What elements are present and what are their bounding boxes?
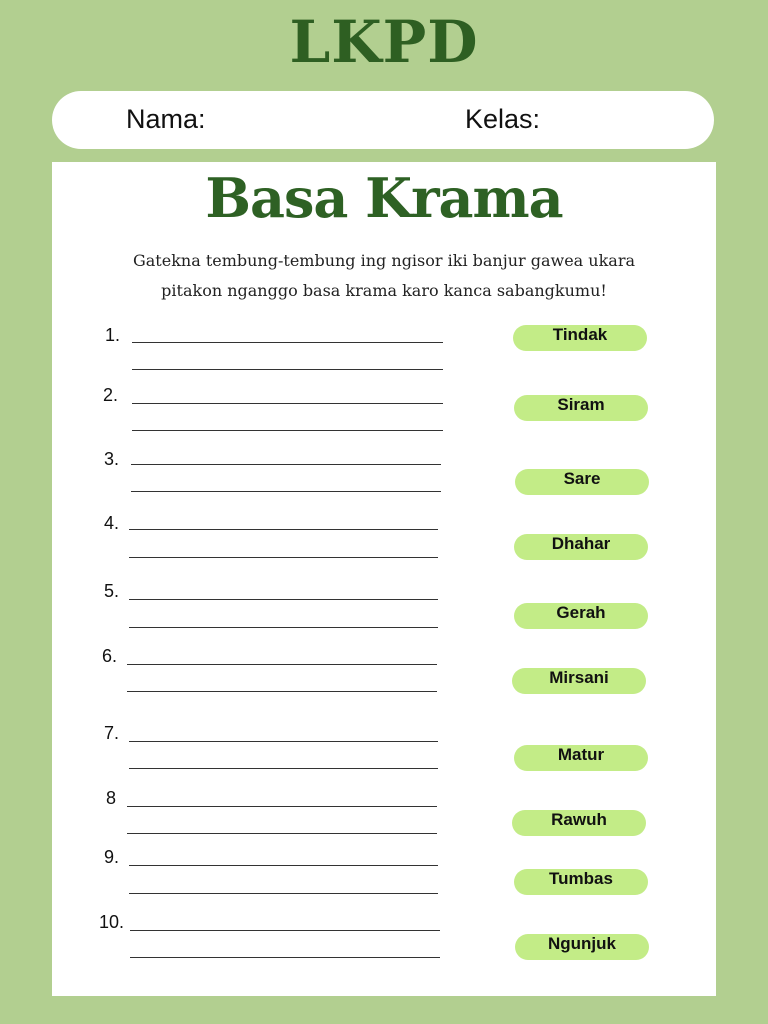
answer-line[interactable] <box>129 627 438 628</box>
answer-line[interactable] <box>129 741 438 742</box>
worksheet-title: Basa Krama <box>205 166 563 230</box>
question-number: 5. <box>104 581 120 601</box>
word-pill <box>514 869 648 895</box>
answer-line[interactable] <box>129 865 438 866</box>
word-pill <box>514 745 648 771</box>
word-pill <box>513 325 647 351</box>
question-number: 8 <box>106 788 117 808</box>
name-label: Nama: <box>126 104 206 134</box>
answer-line[interactable] <box>130 957 440 958</box>
word-pill <box>514 395 648 421</box>
word-pill <box>512 668 646 694</box>
question-number: 4. <box>104 513 120 533</box>
question-number: 3. <box>104 449 120 469</box>
answer-line[interactable] <box>127 664 437 665</box>
answer-line[interactable] <box>131 491 441 492</box>
word-label: Dhahar <box>551 534 611 553</box>
instructions <box>72 246 696 306</box>
word-pill <box>514 603 648 629</box>
question-number: 7. <box>104 723 120 743</box>
word-label: Mirsani <box>549 668 609 687</box>
answer-line[interactable] <box>129 768 438 769</box>
word-label: Sare <box>563 469 601 488</box>
question-number: 6. <box>102 646 118 666</box>
word-pill <box>515 469 649 495</box>
student-info-bar <box>52 91 714 149</box>
answer-line[interactable] <box>132 403 443 404</box>
word-label: Matur <box>557 745 605 764</box>
instruction-line: pitakon nganggo basa krama karo kanca sabangkumu! <box>161 281 607 300</box>
answer-line[interactable] <box>129 893 438 894</box>
class-label: Kelas: <box>465 104 541 134</box>
page-title: LKPD <box>289 8 479 76</box>
word-label: Ngunjuk <box>548 934 616 953</box>
answer-line[interactable] <box>129 557 438 558</box>
worksheet-card <box>52 162 716 996</box>
word-label: Rawuh <box>551 810 607 829</box>
question-number: 9. <box>104 847 120 867</box>
word-label: Siram <box>557 395 605 414</box>
answer-line[interactable] <box>129 599 438 600</box>
question-number: 1. <box>105 325 121 345</box>
word-pill <box>514 534 648 560</box>
word-pill <box>512 810 646 836</box>
word-label: Tindak <box>552 325 608 344</box>
answer-line[interactable] <box>127 691 437 692</box>
answer-line[interactable] <box>132 369 443 370</box>
answer-line[interactable] <box>127 806 437 807</box>
word-label: Gerah <box>556 603 606 622</box>
question-number: 10. <box>99 912 125 932</box>
instruction-line: Gatekna tembung-tembung ing ngisor iki banjur gawea ukara <box>132 251 636 270</box>
answer-line[interactable] <box>129 529 438 530</box>
word-label: Tumbas <box>549 869 613 888</box>
answer-line[interactable] <box>132 342 443 343</box>
answer-line[interactable] <box>127 833 437 834</box>
answer-line[interactable] <box>132 430 443 431</box>
word-pill <box>515 934 649 960</box>
question-number: 2. <box>103 385 119 405</box>
answer-line[interactable] <box>130 930 440 931</box>
answer-line[interactable] <box>131 464 441 465</box>
